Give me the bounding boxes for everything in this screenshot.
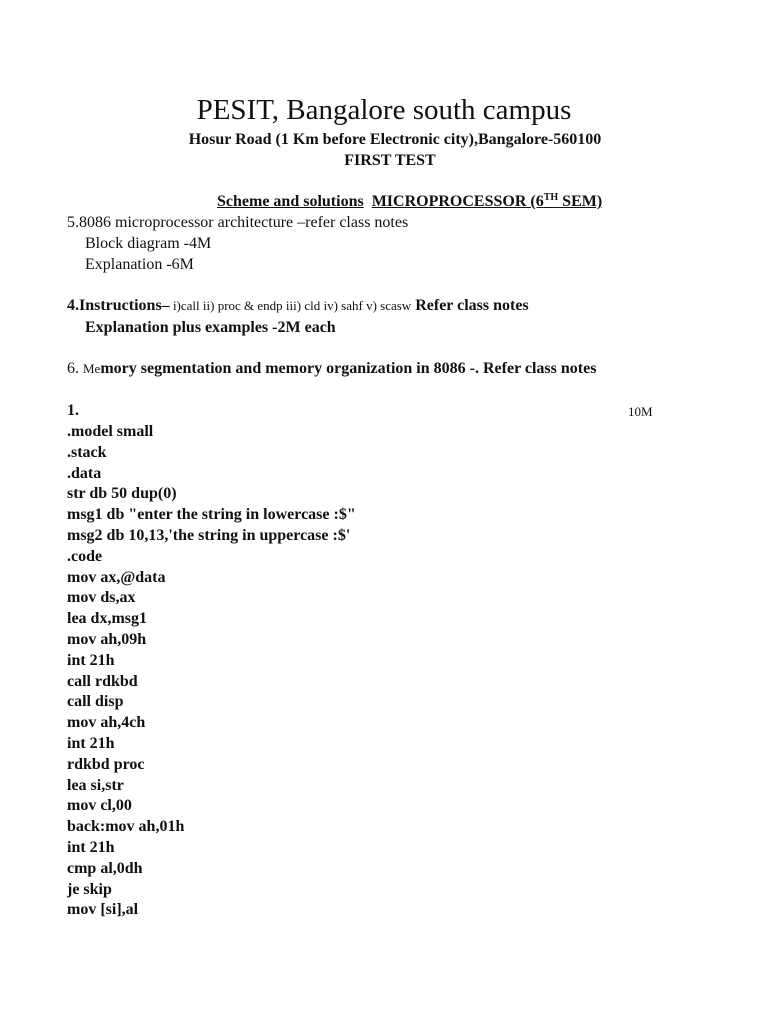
code-line: int 21h bbox=[67, 651, 115, 669]
code-line: mov ds,ax bbox=[67, 589, 136, 607]
code-line: .stack bbox=[67, 443, 107, 461]
scheme-part3: SEM) bbox=[558, 193, 603, 210]
code-line: int 21h bbox=[67, 839, 115, 856]
q5-heading: 5.8086 microprocessor architecture –refer class notes bbox=[67, 214, 409, 231]
q1-marks: 10M bbox=[628, 404, 653, 419]
test-name: FIRST TEST bbox=[344, 152, 436, 169]
q6-me: Me bbox=[83, 361, 101, 376]
q4-items: i)call ii) proc & endp iii) cld iv) sahf v) scasw bbox=[169, 298, 412, 313]
code-line: lea dx,msg1 bbox=[67, 610, 147, 628]
code-line: .data bbox=[67, 464, 102, 482]
scheme-part1: Scheme and solutions bbox=[217, 193, 364, 210]
code-line: mov cl,00 bbox=[67, 797, 132, 815]
code-line: msg1 db "enter the string in lowercase :$" bbox=[67, 506, 356, 524]
code-line: rdkbd proc bbox=[67, 755, 145, 773]
scheme-superscript: TH bbox=[543, 192, 559, 203]
code-line: str db 50 dup(0) bbox=[67, 485, 177, 503]
code-line: mov ah,09h bbox=[67, 631, 147, 648]
q1-number: 1. bbox=[67, 402, 79, 419]
q6-text: mory segmentation and memory organization in 8086 -. Refer class notes bbox=[100, 360, 597, 377]
q5-explanation: Explanation -6M bbox=[85, 256, 194, 273]
code-line: back:mov ah,01h bbox=[67, 818, 185, 836]
code-line: je skip bbox=[67, 880, 112, 898]
code-line: msg2 db 10,13,'the string in uppercase :$' bbox=[67, 527, 351, 544]
code-line: lea si,str bbox=[67, 776, 124, 794]
scheme-part2: MICROPROCESSOR (6 bbox=[371, 193, 544, 210]
code-line: int 21h bbox=[67, 735, 115, 752]
q4-label: 4.Instructions– bbox=[67, 297, 170, 314]
code-line: call rdkbd bbox=[67, 672, 138, 690]
q4-heading bbox=[67, 296, 529, 316]
code-line: mov [si],al bbox=[67, 901, 139, 919]
q6-heading bbox=[67, 359, 596, 379]
code-line: .model small bbox=[67, 423, 154, 440]
q4-explanation: Explanation plus examples -2M each bbox=[85, 319, 336, 336]
scheme-heading bbox=[217, 192, 602, 212]
q4-ref: Refer class notes bbox=[411, 297, 529, 314]
code-line: .code bbox=[67, 547, 103, 565]
q6-num: 6. bbox=[67, 360, 83, 377]
code-line: cmp al,0dh bbox=[67, 859, 143, 877]
code-line: call disp bbox=[67, 693, 124, 711]
code-line: mov ah,4ch bbox=[67, 714, 146, 732]
code-line: mov ax,@data bbox=[67, 568, 166, 586]
q5-block-diagram: Block diagram -4M bbox=[85, 235, 212, 252]
page-title: PESIT, Bangalore south campus bbox=[196, 94, 572, 126]
address-line: Hosur Road (1 Km before Electronic city),Bangalore-560100 bbox=[188, 131, 602, 148]
